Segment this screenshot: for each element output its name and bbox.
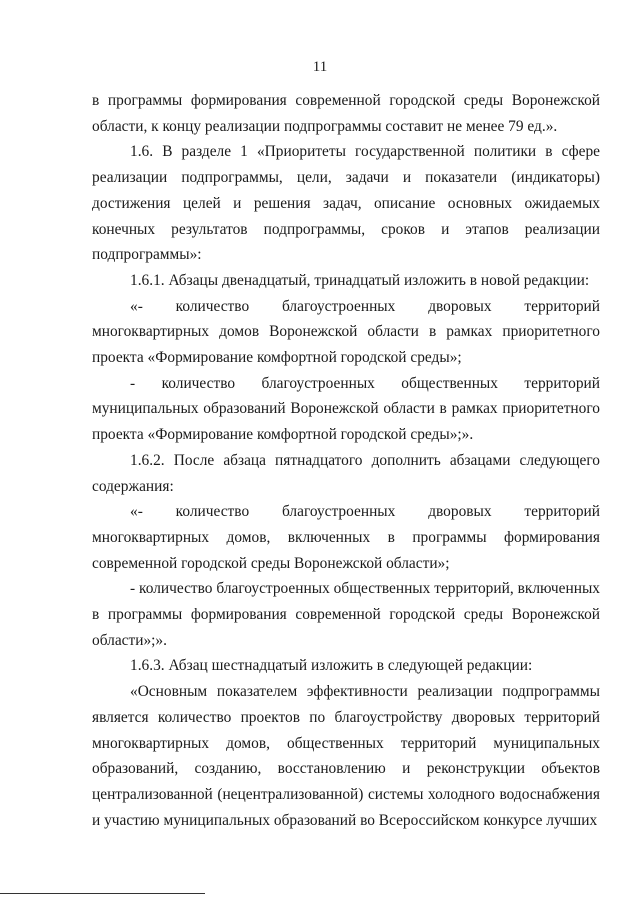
paragraph-section-1-6-3: 1.6.3. Абзац шестнадцатый изложить в следующей редакции: <box>130 657 533 675</box>
paragraph-quote-osnovnoy-pokazatel: «Основным показателем эффективности реализации подпрограммы является количество проектов по благоустройству дворовых территорий многоквартирных домов, общественных территорий муниципальных образований, созданию, восстановлению и реконструкции объектов централизованной (нецентрализованной) системы холодного водоснабжения и участию муниципальных образований во Всероссийском конкурсе лучших <box>92 683 600 829</box>
paragraph-section-1-6-2: 1.6.2. После абзаца пятнадцатого дополнить абзацами следующего содержания: <box>92 451 600 495</box>
paragraph-quote-dvorovye-programmy: «- количество благоустроенных дворовых территорий многоквартирных домов, включенных в программы формирования современной городской среды Воронежской области»; <box>92 503 600 572</box>
paragraph-quote-obshchestvennye: - количество благоустроенных общественных территорий муниципальных образований Воронежской области в рамках приоритетного проекта «Формирование комфортной городской среды»;». <box>92 374 600 444</box>
page-number: 11 <box>312 59 328 75</box>
footer-divider <box>0 893 205 894</box>
paragraph-quote-dvorovye: «- количество благоустроенных дворовых территорий многоквартирных домов Воронежской области в рамках приоритетного проекта «Формирование комфортной городской среды»; <box>92 297 600 367</box>
paragraph-quote-obshchestvennye-programmy: - количество благоустроенных общественных территорий, включенных в программы формирования современной городской среды Воронежской области»;». <box>92 580 600 649</box>
paragraph-continuation: в программы формирования современной городской среды Воронежской области, к концу реализации подпрограммы составит не менее 79 ед.». <box>92 92 600 135</box>
paragraph-section-1-6: 1.6. В разделе 1 «Приоритеты государственной политики в сфере реализации подпрограммы, цели, задачи и показатели (индикаторы) достижения целей и решения задач, описание основных ожидаемых конечных результатов подпрограммы, сроков и этапов реализации подпрограммы»: <box>92 143 600 264</box>
paragraph-section-1-6-1: 1.6.1. Абзацы двенадцатый, тринадцатый изложить в новой редакции: <box>130 271 590 289</box>
document-body <box>92 88 600 833</box>
